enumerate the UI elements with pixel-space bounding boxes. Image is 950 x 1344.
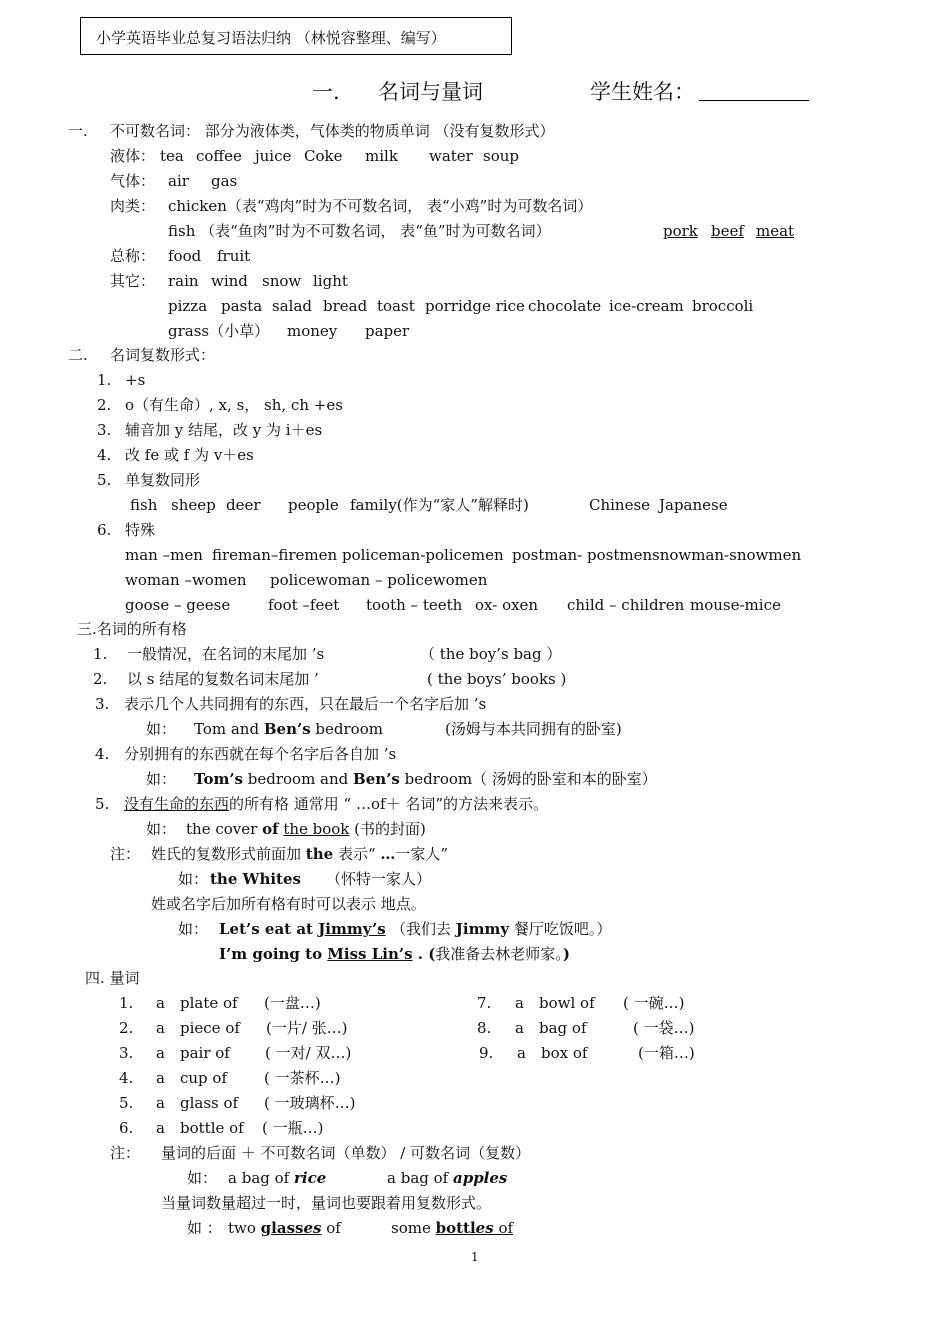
text: bedroom and (242, 770, 354, 788)
text: of (493, 1219, 514, 1237)
example-label: 如： (146, 770, 177, 788)
list-number: 3. (97, 421, 112, 439)
word-pair: fireman–firemen (212, 546, 338, 564)
example-translation: （怀特一家人） (326, 870, 432, 888)
measure-word: piece of (180, 1019, 240, 1037)
list-number: 8. (477, 1019, 492, 1037)
student-name-blank[interactable] (699, 82, 809, 101)
word-pair: policeman-policemen (342, 546, 504, 564)
measure-word: cup of (180, 1069, 228, 1087)
general-label: 总称： (110, 247, 156, 265)
word: Japanese (659, 496, 728, 514)
word-pair: woman –women (125, 571, 247, 589)
text: Tom and (194, 720, 264, 738)
header-box (80, 17, 512, 55)
s3-title: 三.名词的所有格 (77, 620, 187, 638)
article: a (156, 1019, 165, 1037)
text: bedroom (399, 770, 473, 788)
text: apples (452, 1169, 508, 1187)
measure-meaning: (一片/ 张…) (266, 1019, 348, 1037)
article: a (517, 1044, 526, 1062)
text: （我们去 (391, 920, 456, 938)
example-text (391, 1218, 513, 1238)
s4-title: 四. 量词 (85, 969, 140, 987)
page-number: 1 (471, 1250, 479, 1264)
page-title: 名词与量词 (378, 80, 483, 104)
word-pair: tooth – teeth (366, 596, 463, 614)
example-text (194, 769, 472, 789)
word: juice (255, 147, 292, 165)
text: Tom’s (194, 770, 243, 788)
word-pair: goose – geese (125, 596, 231, 614)
word: fish (130, 496, 158, 514)
text: … (380, 845, 396, 863)
student-name-label: 学生姓名： (590, 80, 695, 104)
text: bedroom (310, 720, 383, 738)
example-text (219, 944, 570, 964)
word: pork (663, 222, 698, 240)
list-number: 1. (119, 994, 134, 1012)
other-label: 其它： (110, 272, 156, 290)
text: of (321, 1219, 341, 1237)
example-text (194, 719, 383, 739)
example-text: ( the boys’ books ) (427, 670, 567, 688)
word: rain (168, 272, 199, 290)
text: the (305, 845, 334, 863)
list-number: 5. (119, 1094, 134, 1112)
word: Chinese (589, 496, 651, 514)
example-text (186, 819, 426, 839)
word: wind (211, 272, 248, 290)
word: pizza (168, 297, 208, 315)
text: bottl (435, 1219, 476, 1237)
text: Miss Lin’s (327, 945, 413, 963)
word: toast (377, 297, 415, 315)
word: fruit (217, 247, 251, 265)
word-pair: snowman-snowmen (652, 546, 802, 564)
article: a (156, 994, 165, 1012)
example-text (387, 1168, 507, 1188)
example-text (228, 1218, 341, 1238)
measure-meaning: ( 一茶杯…) (264, 1069, 341, 1087)
text: Let’s eat at (219, 920, 319, 938)
word: bread (323, 297, 368, 315)
list-number: 3. (119, 1044, 134, 1062)
text: of (262, 820, 279, 838)
word: grass（小草） (168, 322, 270, 340)
rule-text: 表示几个人共同拥有的东西，只在最后一个名字后加 ’s (124, 695, 487, 713)
list-number: 6. (119, 1119, 134, 1137)
example-text (228, 1168, 326, 1188)
measure-word: pair of (180, 1044, 230, 1062)
word: sheep (171, 496, 216, 514)
text: Jimmy (455, 920, 510, 938)
s2-title: 名词复数形式： (110, 346, 216, 364)
text: 的所有格 通常用 “ …of＋ 名词”的方法来表示。 (229, 795, 549, 813)
text: Ben’s (263, 720, 311, 738)
text: I’m going to (219, 945, 328, 963)
example-label: 如 ： (187, 1219, 222, 1237)
text: 我准备去林老师家。 (435, 945, 563, 963)
section-number: 一. (312, 80, 340, 104)
list-number: 4. (95, 745, 110, 763)
note-label: 注： (110, 845, 141, 863)
word: money (287, 322, 338, 340)
text: glass (260, 1219, 304, 1237)
rule-text (124, 794, 548, 814)
rule-text: 改 fe 或 f 为 v＋es (125, 446, 254, 464)
note-text: 量词的后面 ＋ 不可数名词（单数） / 可数名词（复数） (161, 1144, 531, 1162)
rule-text: +s (125, 371, 146, 389)
s1-title: 不可数名词： 部分为液体类，气体类的物质单词 （没有复数形式） (110, 122, 555, 140)
list-number: 5. (95, 795, 110, 813)
word: soup (483, 147, 519, 165)
rule-text: 以 s 结尾的复数名词末尾加 ’ (127, 670, 319, 688)
word-pair: mouse-mice (690, 596, 781, 614)
list-number: 9. (479, 1044, 494, 1062)
text: 没有生命的东西 (124, 795, 230, 813)
list-number: 4. (97, 446, 112, 464)
list-number: 7. (477, 994, 492, 1012)
list-number: 5. (97, 471, 112, 489)
measure-meaning: ( 一碗…) (623, 994, 685, 1012)
text: ) (562, 945, 570, 963)
list-number: 1. (97, 371, 112, 389)
text: es (475, 1219, 494, 1237)
example-label: 如： (178, 870, 209, 888)
word: broccoli (692, 297, 754, 315)
article: a (515, 994, 524, 1012)
note-text (151, 844, 448, 864)
word: water (429, 147, 473, 165)
s1-number: 一. (68, 122, 88, 140)
list-number: 2. (93, 670, 108, 688)
word: gas (211, 172, 238, 190)
example-label: 如： (178, 920, 209, 938)
measure-meaning: ( 一瓶…) (262, 1119, 324, 1137)
rule-text: 单复数同形 (125, 471, 201, 489)
measure-meaning: ( 一袋…) (633, 1019, 695, 1037)
word: family(作为“家人”解释时) (350, 496, 529, 514)
text: Jimmy’s (318, 920, 386, 938)
example-translation (391, 919, 611, 939)
word: milk (365, 147, 398, 165)
example-text (219, 919, 386, 939)
word-pair: man –men (125, 546, 203, 564)
article: a (156, 1119, 165, 1137)
text: a bag of (387, 1169, 453, 1187)
list-number: 6. (97, 521, 112, 539)
word: beef (711, 222, 744, 240)
example-label: 如： (146, 720, 177, 738)
article: a (156, 1069, 165, 1087)
chicken-note: chicken（表“鸡肉”时为不可数名词， 表“小鸡”时为可数名词） (168, 197, 593, 215)
text: two (228, 1219, 261, 1237)
measure-meaning: (一盘…) (264, 994, 321, 1012)
text: some (391, 1219, 436, 1237)
rule-text: 分别拥有的东西就在每个名字后各自加 ’s (124, 745, 397, 763)
word: food (168, 247, 202, 265)
text: 表示“ (333, 845, 381, 863)
word: air (168, 172, 189, 190)
text: es (303, 1219, 322, 1237)
list-number: 2. (97, 396, 112, 414)
word: porridge rice (425, 297, 525, 315)
list-number: 4. (119, 1069, 134, 1087)
word-pair: child – children (567, 596, 685, 614)
article: a (156, 1094, 165, 1112)
example-label: 如： (146, 820, 177, 838)
rule-text: 辅音加 y 结尾，改 y 为 i＋es (125, 421, 323, 439)
measure-meaning: ( 一玻璃杯…) (264, 1094, 356, 1112)
word: paper (365, 322, 410, 340)
word-pair: policewoman – policewomen (270, 571, 488, 589)
list-number: 1. (93, 645, 108, 663)
word: coffee (196, 147, 242, 165)
rule-text: o（有生命）, x, s， sh, ch +es (125, 396, 343, 414)
text: rice (293, 1169, 327, 1187)
measure-word: bag of (539, 1019, 587, 1037)
word-pair: foot –feet (268, 596, 340, 614)
text: 一家人” (395, 845, 449, 863)
list-number: 2. (119, 1019, 134, 1037)
measure-word: plate of (180, 994, 238, 1012)
word-pair: ox- oxen (475, 596, 539, 614)
rule-text: 特殊 (125, 521, 156, 539)
word: meat (756, 222, 795, 240)
example-text: （ the boy’s bag ） (420, 645, 562, 663)
note-text: 姓或名字后加所有格有时可以表示 地点。 (151, 895, 426, 913)
word: tea (160, 147, 184, 165)
note-label: 注： (110, 1144, 141, 1162)
text: 姓氏的复数形式前面加 (151, 845, 306, 863)
student-name-field[interactable] (590, 76, 809, 106)
note-text: 当量词数量超过一时，量词也要跟着用复数形式。 (161, 1194, 492, 1212)
word: chocolate (528, 297, 602, 315)
word: deer (226, 496, 261, 514)
list-number: 3. (95, 695, 110, 713)
measure-meaning: ( 一对/ 双…) (265, 1044, 352, 1062)
example-text: the Whites (210, 870, 301, 888)
word: snow (262, 272, 302, 290)
rule-text: 一般情况，在名词的末尾加 ’s (127, 645, 325, 663)
liquid-label: 液体： (110, 147, 156, 165)
text: the book (283, 820, 350, 838)
text: . ( (412, 945, 436, 963)
fish-note: fish （表“鱼肉”时为不可数名词， 表“鱼”时为可数名词） (168, 222, 551, 240)
word-pair: postman- postmen (512, 546, 653, 564)
article: a (156, 1044, 165, 1062)
s2-number: 二. (68, 346, 88, 364)
example-label: 如： (187, 1169, 218, 1187)
word: ice-cream (609, 297, 684, 315)
word: pasta (221, 297, 263, 315)
text: a bag of (228, 1169, 294, 1187)
text: 餐厅吃饭吧。） (509, 920, 612, 938)
word: people (288, 496, 339, 514)
article: a (515, 1019, 524, 1037)
measure-meaning: (一箱…) (638, 1044, 695, 1062)
measure-word: box of (541, 1044, 588, 1062)
text: Ben’s (353, 770, 400, 788)
word: light (313, 272, 348, 290)
example-translation: （ 汤姆的卧室和本的卧室） (472, 770, 657, 788)
meat-label: 肉类： (110, 197, 156, 215)
word: salad (272, 297, 312, 315)
word: Coke (304, 147, 343, 165)
header-title: 小学英语毕业总复习语法归纳 （林悦容整理、编写） (96, 29, 446, 47)
measure-word: glass of (180, 1094, 239, 1112)
measure-word: bowl of (539, 994, 595, 1012)
example-translation: (汤姆与本共同拥有的卧室) (445, 720, 622, 738)
gas-label: 气体： (110, 172, 156, 190)
text: (书的封面) (349, 820, 426, 838)
measure-word: bottle of (180, 1119, 244, 1137)
text: the cover (186, 820, 263, 838)
